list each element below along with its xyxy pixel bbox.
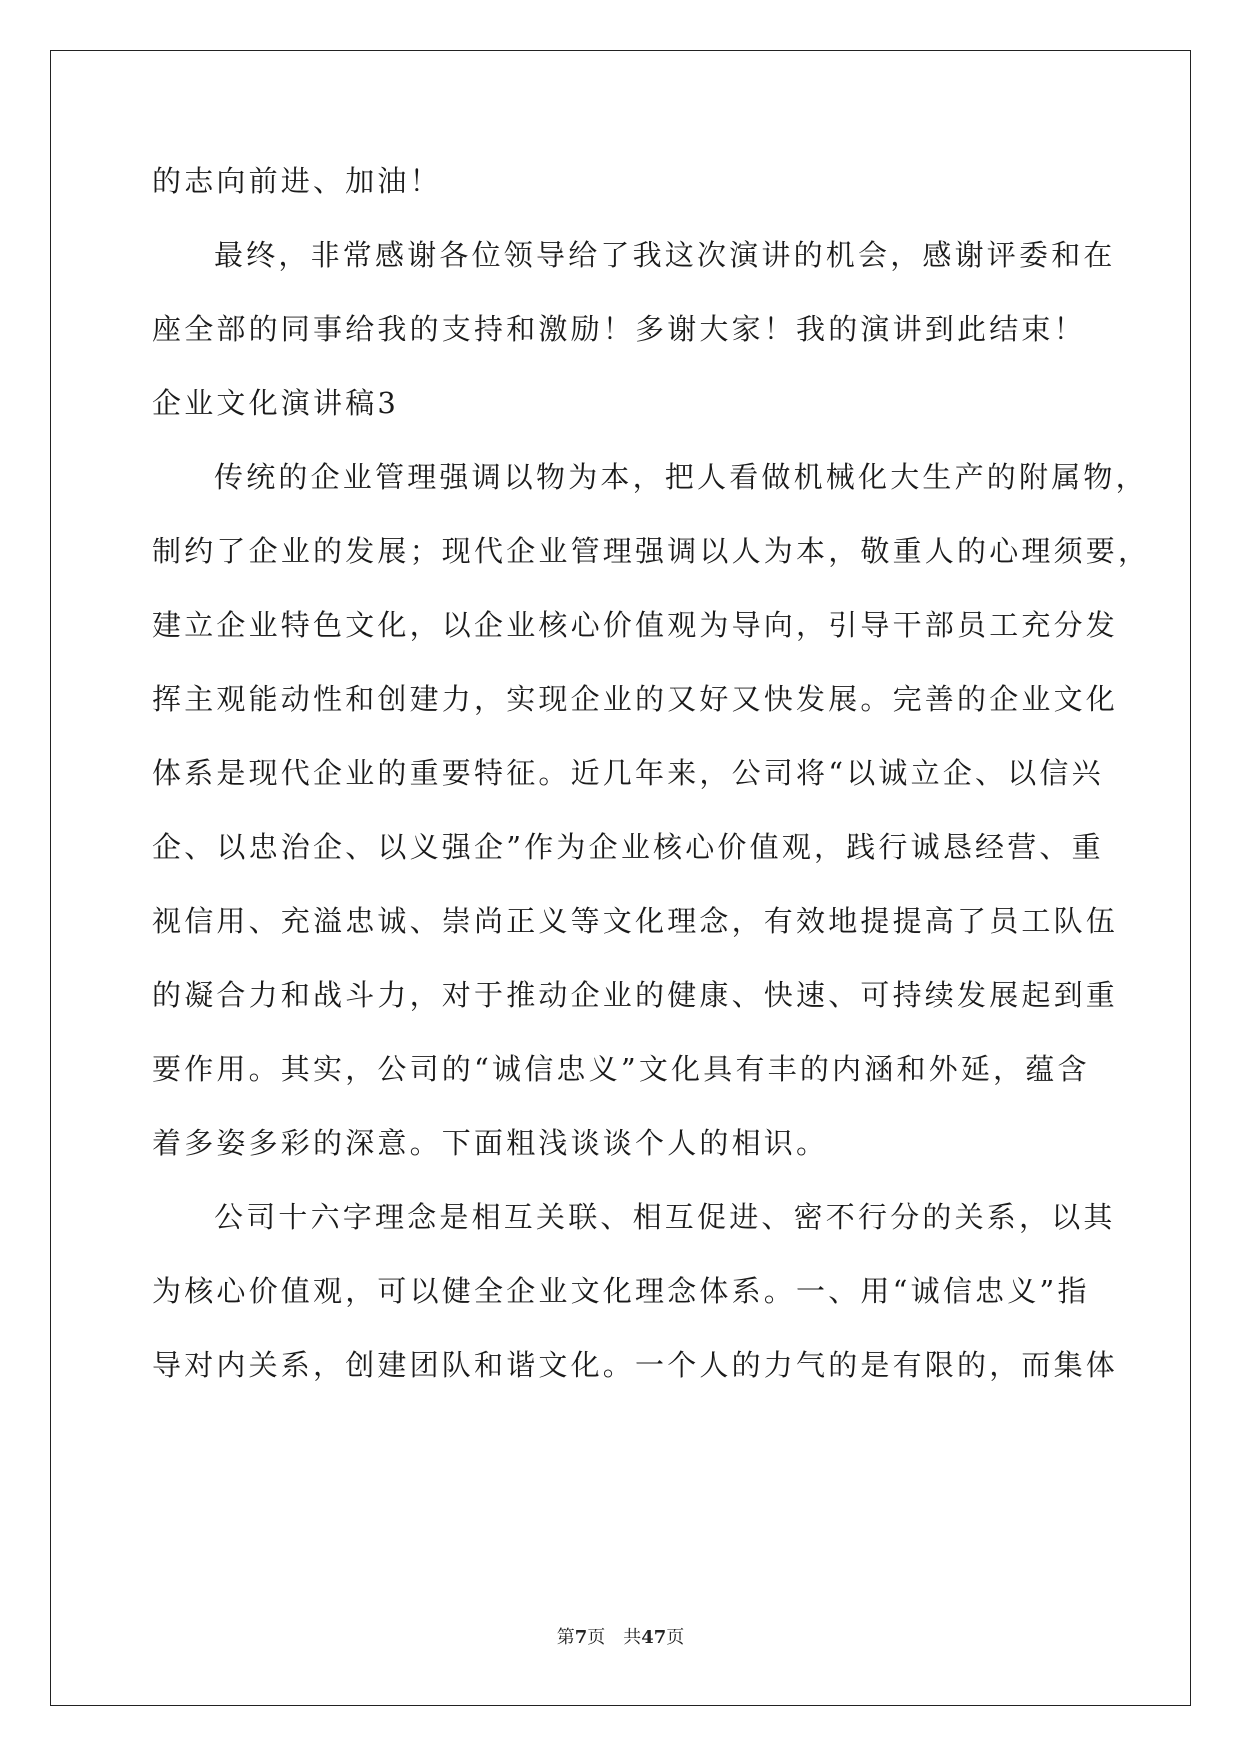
text-line: 企、以忠治企、以义强企”作为企业核心价值观，践行诚恳经营、重 <box>152 830 1104 864</box>
section-heading: 企业文化演讲稿3 <box>152 386 400 420</box>
text-line: 视信用、充溢忠诚、崇尚正义等文化理念，有效地提提高了员工队伍 <box>152 904 1119 938</box>
paragraph-start-line: 最终，非常感谢各位领导给了我这次演讲的机会，感谢评委和在 <box>214 238 1116 272</box>
paragraph-start-line: 公司十六字理念是相互关联、相互促进、密不行分的关系，以其 <box>214 1200 1116 1234</box>
text-line: 要作用。其实，公司的“诚信忠义”文化具有丰的内涵和外延，蕴含 <box>152 1052 1090 1086</box>
text-line: 体系是现代企业的重要特征。近几年来，公司将“以诚立企、以信兴 <box>152 756 1104 790</box>
page-footer <box>0 1626 1241 1650</box>
paragraph-start-line: 传统的企业管理强调以物为本，把人看做机械化大生产的附属物， <box>214 460 1148 494</box>
text-line: 建立企业特色文化，以企业核心价值观为导向，引导干部员工充分发 <box>152 608 1119 642</box>
text-line: 导对内关系，创建团队和谐文化。一个人的力气的是有限的，而集体 <box>152 1348 1119 1382</box>
text-line: 制约了企业的发展；现代企业管理强调以人为本，敬重人的心理须要， <box>152 534 1151 568</box>
footer-mid: 页 共 <box>587 1627 642 1648</box>
text-line: 为核心价值观，可以健全企业文化理念体系。一、用“诚信忠义”指 <box>152 1274 1090 1308</box>
text-line: 挥主观能动性和创建力，实现企业的又好又快发展。完善的企业文化 <box>152 682 1119 716</box>
text-line: 的凝合力和战斗力，对于推动企业的健康、快速、可持续发展起到重 <box>152 978 1119 1012</box>
current-page-number: 7 <box>574 1627 588 1648</box>
text-line: 着多姿多彩的深意。下面粗浅谈谈个人的相识。 <box>152 1126 829 1160</box>
page-border <box>50 50 1191 1706</box>
text-line: 的志向前进、加油！ <box>152 164 442 198</box>
footer-suffix: 页 <box>666 1627 685 1648</box>
text-line: 座全部的同事给我的支持和激励！多谢大家！我的演讲到此结束！ <box>152 312 1086 346</box>
footer-prefix: 第 <box>556 1627 575 1648</box>
total-pages-number: 47 <box>641 1627 667 1648</box>
